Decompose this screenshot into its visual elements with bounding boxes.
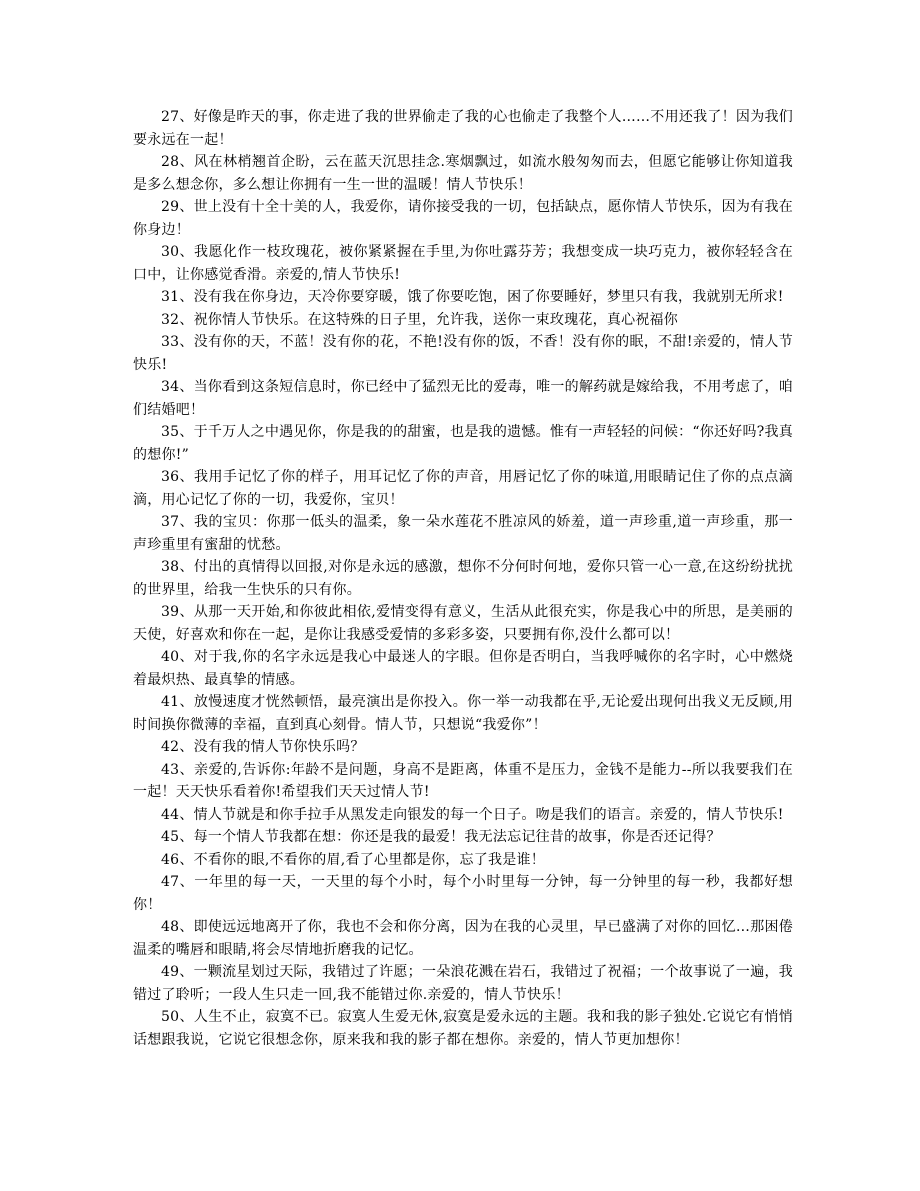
paragraph-30: 30、我愿化作一枝玫瑰花，被你紧紧握在手里,为你吐露芬芳；我想变成一块巧克力，被你轻轻含在口中，让你感觉香滑。亲爱的,情人节快乐! [133,244,793,283]
paragraph-31: 31、没有我在你身边，天冷你要穿暖，饿了你要吃饱，困了你要睡好，梦里只有我，我就别无所求! [161,289,784,305]
paragraph-45: 45、每一个情人节我都在想：你还是我的最爱！我无法忘记往昔的故事，你是否还记得？ [161,829,721,845]
paragraph-32: 32、祝你情人节快乐。在这特殊的日子里，允许我，送你一束玫瑰花，真心祝福你 [161,311,679,328]
paragraph-50: 50、人生不止，寂寞不已。寂寞人生爱无休,寂寞是爱永远的主题。我和我的影子独处.它说它有悄悄话想跟我说，它说它很想念你，原来我和我的影子都在想你。亲爱的，情人节更加想你！ [133,1009,793,1048]
paragraph-35: 35、于千万人之中遇见你，你是我的的甜蜜，也是我的遗憾。惟有一声轻轻的问候：“你还好吗?我真的想你!” [133,424,793,463]
paragraph-29: 29、世上没有十全十美的人，我爱你，请你接受我的一切，包括缺点，愿你情人节快乐，因为有我在你身边！ [133,199,793,238]
paragraph-37: 37、我的宝贝：你那一低头的温柔，象一朵水莲花不胜凉风的娇羞，道一声珍重,道一声珍重，那一声珍重里有蜜甜的忧愁。 [133,514,793,553]
paragraph-41: 41、放慢速度才恍然顿悟，最亮演出是你投入。你一举一动我都在乎,无论爱出现何出我义无反顾,用时间换你微薄的幸福，直到真心刻骨。情人节，只想说“我爱你”！ [133,694,793,733]
paragraph-49: 49、一颗流星划过天际，我错过了许愿；一朵浪花溅在岩石，我错过了祝福；一个故事说了一遍，我错过了聆听；一段人生只走一回,我不能错过你.亲爱的，情人节快乐！ [133,964,793,1003]
paragraph-42: 42、没有我的情人节你快乐吗？ [161,739,365,755]
paragraph-33: 33、没有你的天，不蓝！没有你的花，不艳!没有你的饭，不香！没有你的眠，不甜!亲爱的，情人节快乐! [133,334,793,373]
paragraph-28: 28、风在林梢翘首企盼，云在蓝天沉思挂念.寒烟飘过，如流水般匆匆而去，但愿它能够让你知道我是多么想念你，多么想让你拥有一生一世的温暖！情人节快乐！ [133,154,793,193]
paragraph-46: 46、不看你的眼,不看你的眉,看了心里都是你，忘了我是谁！ [161,851,545,868]
paragraph-48: 48、即使远远地离开了你，我也不会和你分离，因为在我的心灵里，早已盛满了对你的回忆…那困倦温柔的嘴唇和眼睛,将会尽情地折磨我的记忆。 [133,919,793,958]
paragraph-47: 47、一年里的每一天，一天里的每个小时，每个小时里每一分钟，每一分钟里的每一秒，我都好想你！ [133,874,793,913]
paragraph-39: 39、从那一天开始,和你彼此相依,爱情变得有意义，生活从此很充实，你是我心中的所思，是美丽的天使，好喜欢和你在一起，是你让我感受爱情的多彩多姿，只要拥有你,没什么都可以！ [133,604,793,643]
paragraph-36: 36、我用手记忆了你的样子，用耳记忆了你的声音，用唇记忆了你的味道,用眼睛记住了你的点点滴滴，用心记忆了你的一切，我爱你，宝贝！ [133,469,793,508]
paragraph-27: 27、好像是昨天的事，你走进了我的世界偷走了我的心也偷走了我整个人……不用还我了！因为我们要永远在一起！ [133,109,793,148]
paragraph-43: 43、亲爱的,告诉你:年龄不是问题，身高不是距离，体重不是压力，金钱不是能力--所以我要我们在一起！天天快乐看着你!希望我们天天过情人节! [133,761,793,800]
paragraph-44: 44、情人节就是和你手拉手从黑发走向银发的每一个日子。吻是我们的语言。亲爱的，情人节快乐! [161,806,784,823]
paragraph-38: 38、付出的真情得以回报,对你是永远的感激，想你不分何时何地，爱你只管一心一意,在这纷纷扰扰的世界里，给我一生快乐的只有你。 [133,559,793,598]
paragraph-40: 40、对于我,你的名字永远是我心中最迷人的字眼。但你是否明白，当我呼喊你的名字时，心中燃烧着最炽热、最真挚的情感。 [133,649,793,688]
document-body [133,106,793,1051]
paragraph-34: 34、当你看到这条短信息时，你已经中了猛烈无比的爱毒，唯一的解药就是嫁给我，不用考虑了，咱们结婚吧！ [133,379,793,418]
